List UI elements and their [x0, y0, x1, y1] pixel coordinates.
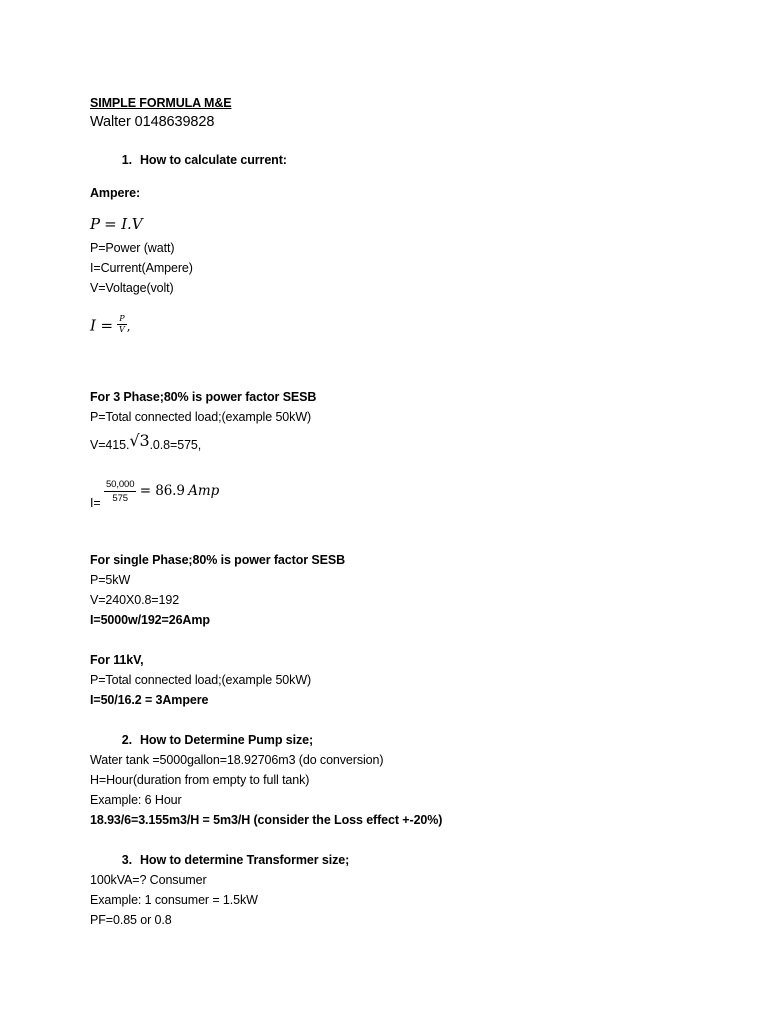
section-2-number: 2. [121, 733, 132, 747]
pump-water-tank: Water tank =5000gallon=18.92706m3 (do conversion) [90, 753, 384, 767]
power-definition: P=Power (watt) [90, 241, 175, 255]
section-1-heading [110, 152, 287, 168]
three-phase-voltage-suffix: .0.8=575, [149, 438, 202, 452]
voltage-definition: V=Voltage(volt) [90, 281, 174, 295]
power-formula-rhs: = I.V [104, 215, 143, 233]
section-1-number: 1. [121, 153, 132, 167]
section-1-title: How to calculate current: [140, 153, 287, 167]
kv11-load: P=Total connected load;(example 50kW) [90, 673, 312, 687]
section-3-number: 3. [121, 853, 132, 867]
pump-hour-definition: H=Hour(duration from empty to full tank) [90, 773, 310, 787]
kv11-current: I=50/16.2 = 3Ampere [90, 693, 209, 707]
three-phase-current [90, 478, 220, 510]
current-formula-lhs: I = [90, 316, 113, 335]
pump-calculation: 18.93/6=3.155m3/H = 5m3/H (consider the Loss effect +-20%) [90, 813, 443, 827]
three-phase-voltage-prefix: V=415. [90, 438, 130, 452]
transformer-power-factor: PF=0.85 or 0.8 [90, 913, 172, 927]
kv11-heading: For 11kV, [90, 653, 144, 667]
current-formula [90, 316, 130, 337]
current-formula-denominator: V [119, 325, 125, 334]
document-title: SIMPLE FORMULA M&E [90, 96, 232, 110]
three-phase-voltage [90, 431, 202, 453]
three-phase-current-numerator: 50,000 [105, 479, 135, 490]
transformer-consumer: 100kVA=? Consumer [90, 873, 207, 887]
section-2-heading [110, 732, 313, 748]
three-phase-current-unit: Amp [188, 482, 220, 499]
transformer-example: Example: 1 consumer = 1.5kW [90, 893, 258, 907]
three-phase-current-prefix: I= [90, 495, 101, 510]
three-phase-load: P=Total connected load;(example 50kW) [90, 410, 312, 424]
power-formula [90, 215, 142, 234]
three-phase-current-denominator: 575 [112, 493, 128, 504]
three-phase-current-result: = 86.9 [139, 482, 185, 499]
current-formula-numerator: P [117, 314, 127, 325]
sqrt-three-symbol: √3 [129, 431, 150, 450]
author-contact: Walter 0148639828 [90, 114, 215, 130]
single-phase-heading: For single Phase;80% is power factor SESB [90, 553, 346, 567]
section-3-title: How to determine Transformer size; [140, 853, 350, 867]
pump-example: Example: 6 Hour [90, 793, 182, 807]
single-phase-current: I=5000w/192=26Amp [90, 613, 210, 627]
single-phase-voltage: V=240X0.8=192 [90, 593, 180, 607]
current-formula-fraction [117, 314, 127, 335]
three-phase-current-fraction [104, 478, 136, 505]
ampere-subheading: Ampere: [90, 186, 141, 200]
current-definition: I=Current(Ampere) [90, 261, 193, 275]
section-2-title: How to Determine Pump size; [140, 733, 314, 747]
three-phase-heading: For 3 Phase;80% is power factor SESB [90, 390, 317, 404]
power-formula-lhs: P [90, 215, 100, 233]
single-phase-power: P=5kW [90, 573, 131, 587]
section-3-heading [110, 852, 349, 868]
current-formula-tail: , [126, 319, 131, 334]
